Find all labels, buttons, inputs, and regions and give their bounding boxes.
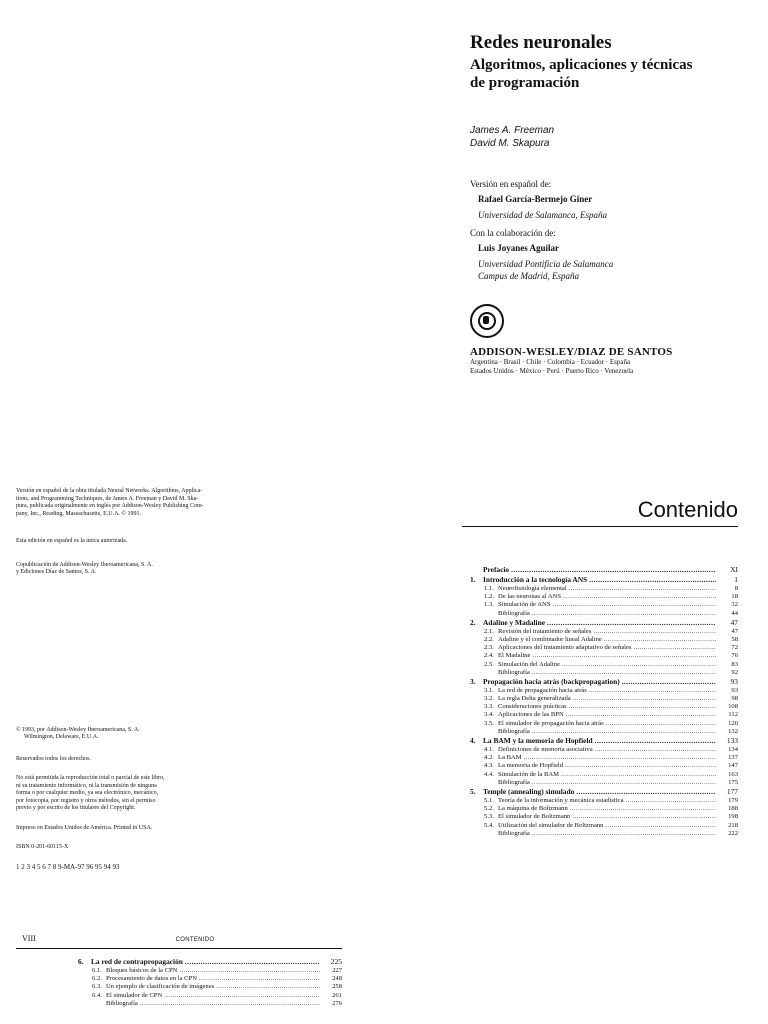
book-subtitle-line1: Algoritmos, aplicaciones y técnicas (470, 57, 693, 73)
original-title-line: pura, publicada originalmente en inglés por Addison-Wesley Publishing Com- (16, 503, 204, 509)
toc-chapter-entry (470, 618, 738, 628)
toc-entry-label: Bibliografía (498, 778, 530, 786)
toc-dot-leader (140, 1000, 320, 1008)
toc-entry-label: Bibliografía (498, 727, 530, 735)
toc-entry-number: 3.2. (484, 695, 494, 703)
toc-section-entry (470, 771, 738, 779)
toc-section-entry (470, 762, 738, 770)
toc-entry-label: La BAM y la memoria de Hopfield (483, 736, 593, 745)
toc-page-number: 120 (728, 719, 738, 727)
toc-page-number: 198 (728, 813, 738, 821)
toc-page-number: 72 (731, 644, 738, 652)
toc-entry-label: La memoria de Hopfield (498, 762, 563, 770)
toc-page-number: 137 (728, 754, 738, 762)
publisher-seal-icon (470, 304, 504, 338)
toc-section-entry (470, 720, 738, 728)
toc-dot-leader (199, 975, 320, 983)
toc-page-number: 225 (330, 957, 342, 966)
toc-page-number: 132 (728, 727, 738, 735)
prohibition-line: No está permitida la reproducción total o parcial de este libro, (16, 775, 165, 781)
toc-entry-number: 2.5. (484, 660, 494, 668)
toc-dot-leader (633, 644, 716, 652)
page-number: VIII (22, 934, 36, 943)
toc-page-number: 58 (731, 635, 738, 643)
toc-page-number: 163 (728, 770, 738, 778)
toc-dot-leader (547, 618, 716, 628)
toc-page-number: 93 (730, 676, 738, 686)
toc-entry-number: 4.4. (484, 770, 494, 778)
toc-page-number: 47 (730, 617, 738, 627)
toc-section-entry (470, 703, 738, 711)
toc-page-number: 47 (731, 627, 738, 635)
toc-entry-number: 2.2. (484, 635, 494, 643)
toc-section-entry (78, 975, 342, 983)
toc-dot-leader (604, 636, 716, 644)
printed-in: Impreso en Estados Unidos de América. Printed in USA. (16, 824, 153, 831)
prohibition-line: previo y por escrito de los titulares del Copyright. (16, 805, 136, 811)
toc-dot-leader (561, 771, 716, 779)
toc-section-entry (470, 593, 738, 601)
author-name: David M. Skapura (470, 138, 550, 149)
toc-page-number: 8 (734, 585, 738, 592)
authors (470, 124, 760, 150)
toc-page-number: XI (730, 565, 738, 574)
toc-dot-leader (179, 967, 320, 975)
original-title-line: pany, Inc., Reading, Massachusetts, E.U.A. © 1991. (16, 510, 141, 517)
toc-entry-number: 6.4. (92, 991, 102, 999)
contents-page-continued (16, 934, 342, 1024)
toc-entry-number: 4. (470, 736, 476, 745)
toc-entry-number: 4.1. (484, 746, 494, 753)
toc-entry-label: Revisión del tratamiento de señales (498, 627, 592, 635)
toc-page-number: 227 (332, 967, 342, 974)
toc-entry-label: Simulación del Adaline (498, 660, 560, 668)
toc-page-number: 98 (731, 695, 738, 703)
toc-entry-number: 1.3. (484, 601, 494, 609)
toc-entry-label: Bibliografía (106, 999, 138, 1007)
toc-page-number: 248 (332, 975, 342, 983)
toc-entry-label: De las neuronas al ANS (498, 593, 561, 601)
toc-page-number: 276 (332, 999, 342, 1007)
toc-page-number: 76 (731, 652, 738, 660)
collaborator-name: Luis Joyanes Aguilar (478, 243, 560, 253)
toc-page-number: 108 (728, 703, 738, 711)
toc-entry-label: Bloques básicos de la CPN (106, 967, 178, 974)
toc-entry-label: Teoría de la información y mecánica estadística (498, 796, 624, 804)
title-page (470, 32, 760, 376)
toc-entry-number: 2.1. (484, 627, 494, 635)
toc-page-number: 1 (734, 575, 738, 584)
toc-page-number: 112 (728, 711, 738, 719)
copublication-line: y Ediciones Díaz de Santos, S. A. (16, 569, 97, 575)
toc-section-entry (470, 652, 738, 660)
toc-entry-number: 6.1. (92, 967, 102, 974)
toc-dot-leader (532, 652, 716, 660)
toc-chapter-entry (470, 677, 738, 687)
translator-name: Rafael García-Bermejo Giner (478, 194, 593, 204)
toc-entry-label: Bibliografía (498, 668, 530, 676)
toc-section-entry (470, 695, 738, 703)
toc-entry-label: El simulador de Boltzmann (498, 813, 571, 821)
book-title: Redes neuronales (470, 32, 612, 53)
toc-entry-number: 1. (470, 575, 476, 584)
toc-page-number: 218 (728, 821, 738, 829)
toc-section-entry (470, 601, 738, 609)
toc-entry-label: El simulador de propagación hacia atrás (498, 719, 604, 727)
toc-entry-number: 3.3. (484, 703, 494, 711)
toc-section-entry (470, 805, 738, 813)
toc-entry-label: La máquina de Boltzmann (498, 805, 568, 813)
toc-page-number: 133 (726, 736, 738, 745)
toc-entry-number: 3.1. (484, 686, 494, 694)
toc-entry-label: Bibliografía (498, 829, 530, 837)
toc-entry-number: 6.2. (92, 975, 102, 983)
toc-entry-label: Prefacio (483, 565, 510, 574)
collaborator-affiliation-line1: Universidad Pontificia de Salamanca (478, 259, 614, 269)
toc-dot-leader (563, 593, 716, 601)
toc-dot-leader (595, 746, 716, 754)
copyright-line: © 1993, por Addison-Wesley Iberoamericana, S. A. (16, 726, 140, 733)
toc-section-entry (470, 661, 738, 669)
toc-page-number: 179 (728, 796, 738, 804)
toc-entry-label: Aplicaciones del tratamiento adaptativo de señales (498, 644, 632, 652)
toc-section-entry (470, 644, 738, 652)
toc-dot-leader (532, 830, 716, 838)
prohibition-line: forma o por cualquier medio, ya sea electrónico, mecánico, (16, 790, 159, 796)
toc-entry-label: Definiciones de memoria asociativa (498, 746, 593, 753)
toc-entry-number: 5.1. (484, 796, 494, 804)
toc-dot-leader (511, 565, 716, 575)
toc-section-entry (470, 754, 738, 762)
title-rule (462, 526, 738, 527)
copublication-line: Copublicación de Addison-Wesley Iberoamericana, S. A. (16, 561, 153, 568)
toc-entry-label: Propagación hacia atrás (backpropagation) (483, 676, 620, 686)
toc-entry-label: Utilización del simulador de Boltzmann (498, 821, 604, 829)
toc-entry-number: 2.4. (484, 652, 494, 660)
toc-entry-label: El Madaline (498, 652, 531, 660)
prohibition-line: por fotocopia, por registro y otros métodos, sin el permiso (16, 797, 156, 804)
toc-entry-label: Un ejemplo de clasificación de imágenes (106, 983, 215, 991)
collaborator-affiliation-line2: Campus de Madrid, España (478, 271, 579, 281)
toc-entry-number: 4.2. (484, 754, 494, 762)
toc-entry-label: Adaline y el combinador lineal Adaline (498, 635, 602, 643)
toc-section-entry (470, 830, 738, 838)
original-title-line: Versión en español de la obra titulada Neural Networks. Algorithms, Applica- (16, 488, 203, 494)
toc-dot-leader (626, 797, 717, 805)
author-name: James A. Freeman (470, 125, 555, 136)
toc-entry-label: Neurofisiología elemental (498, 585, 567, 592)
copyright-location: Wilmington, Delaware, E.U.A. (24, 734, 99, 740)
collab-label: Con la colaboración de: (470, 228, 556, 238)
toc-entry-label: Temple (annealing) simulado (483, 786, 575, 796)
toc-page-number: 175 (728, 778, 738, 786)
toc-entry-number: 1.1. (484, 585, 494, 592)
toc-chapter-entry (78, 957, 342, 967)
toc-page-number: 44 (731, 609, 738, 617)
toc-chapter-entry (470, 787, 738, 797)
toc-entry-number: 3. (470, 676, 476, 686)
toc-section-entry (470, 746, 738, 754)
toc-dot-leader (164, 992, 320, 1000)
toc-chapter-entry (470, 565, 738, 575)
countries-line2: Estados Unidos · México · Perú · Puerto Rico · Venezuela (470, 367, 634, 375)
printing-line: 1 2 3 4 5 6 7 8 9-MA-97 96 95 94 93 (16, 862, 120, 871)
running-header (16, 934, 342, 946)
toc-section-entry (470, 822, 738, 830)
toc-dot-leader (532, 779, 716, 787)
toc-dot-leader (566, 711, 716, 719)
toc-section-entry (470, 687, 738, 695)
toc-page-number: 134 (728, 746, 738, 753)
toc-page-number: 83 (731, 660, 738, 668)
toc-dot-leader (589, 575, 716, 585)
toc-entry-label: La regla Delta generalizada (498, 695, 571, 703)
toc-entry-number: 6.3. (92, 983, 102, 991)
toc-dot-leader (552, 601, 716, 609)
contents-title: Contenido (637, 497, 738, 522)
original-title-line: tions, and Programming Techniques, de James A. Freeman y David M. Ska- (16, 495, 199, 502)
header-rule (16, 948, 342, 949)
toc-dot-leader (562, 661, 716, 669)
toc-entry-label: Bibliografía (498, 609, 530, 617)
toc-dot-leader (595, 736, 716, 746)
translator-affiliation: Universidad de Salamanca, España (478, 210, 607, 220)
toc-entry-label: La red de propagación hacia atrás (498, 686, 587, 694)
toc-entry-number: 1.2. (484, 593, 494, 601)
publisher-name: ADDISON-WESLEY/DIAZ DE SANTOS (470, 346, 673, 358)
toc-dot-leader (605, 822, 716, 830)
toc-dot-leader (570, 805, 716, 813)
toc-section-entry (470, 636, 738, 644)
prohibition-line: ni su tratamiento informático, ni la transmisión de ninguna (16, 782, 157, 789)
toc-entry-number: 2.3. (484, 644, 494, 652)
toc-dot-leader (216, 983, 320, 991)
toc-page-number: 258 (332, 983, 342, 991)
toc-section-entry (470, 779, 738, 787)
table-of-contents-continued (16, 957, 342, 1008)
toc-dot-leader (622, 677, 716, 687)
toc-entry-label: Adaline y Madaline (483, 617, 546, 627)
toc-section-entry (78, 992, 342, 1000)
toc-section-entry (470, 813, 738, 821)
toc-dot-leader (532, 669, 716, 677)
toc-entry-label: Simulación de la BAM (498, 770, 559, 778)
toc-section-entry (470, 628, 738, 636)
toc-entry-label: La BAM (498, 754, 522, 762)
toc-page-number: 18 (731, 593, 738, 601)
isbn: ISBN 0-201-60115-X (16, 844, 69, 850)
toc-page-number: 93 (731, 686, 738, 694)
toc-section-entry (78, 967, 342, 975)
toc-dot-leader (565, 762, 716, 770)
authorized-edition-note: Esta edición en español es la única autorizada. (16, 538, 128, 544)
toc-dot-leader (593, 628, 716, 636)
toc-entry-number: 5.2. (484, 805, 494, 813)
toc-section-entry (470, 728, 738, 736)
toc-section-entry (470, 711, 738, 719)
toc-section-entry (78, 983, 342, 991)
toc-dot-leader (576, 787, 716, 797)
toc-entry-number: 5.4. (484, 821, 494, 829)
toc-dot-leader (606, 720, 716, 728)
countries-line1: Argentina · Brasil · Chile · Colombia · Ecuador · España (470, 358, 631, 366)
toc-page-number: 92 (731, 668, 738, 676)
toc-entry-number: 5. (470, 786, 476, 796)
toc-dot-leader (524, 754, 716, 762)
toc-section-entry (470, 797, 738, 805)
version-label: Versión en español de: (470, 179, 552, 189)
toc-dot-leader (569, 703, 716, 711)
toc-entry-number: 4.3. (484, 762, 494, 770)
toc-page-number: 188 (728, 805, 738, 813)
toc-section-entry (470, 585, 738, 593)
toc-dot-leader (569, 585, 716, 593)
table-of-contents (470, 565, 738, 838)
toc-entry-number: 5.3. (484, 813, 494, 821)
toc-entry-number: 3.5. (484, 719, 494, 727)
toc-entry-number: 6. (78, 957, 84, 966)
toc-page-number: 261 (332, 991, 342, 999)
toc-entry-label: Consideraciones prácticas (498, 703, 567, 711)
toc-page-number: 32 (731, 601, 738, 609)
toc-dot-leader (532, 610, 716, 618)
toc-dot-leader (589, 687, 716, 695)
toc-entry-label: El simulador de CPN (106, 991, 163, 999)
toc-page-number: 222 (728, 829, 738, 837)
toc-entry-label: Introducción a la tecnología ANS (483, 575, 588, 584)
contents-page (470, 496, 738, 838)
book-subtitle-line2: de programación (470, 75, 580, 91)
toc-page-number: 177 (726, 786, 738, 796)
copyright-page (16, 488, 256, 871)
toc-section-entry (78, 1000, 342, 1008)
toc-dot-leader (573, 695, 716, 703)
rights-reserved: Reservados todos los derechos. (16, 755, 91, 762)
toc-dot-leader (185, 957, 320, 967)
translation-credits (470, 178, 760, 282)
toc-entry-label: Aplicaciones de las BPN (498, 711, 564, 719)
toc-entry-number: 3.4. (484, 711, 494, 719)
toc-entry-label: Procesamiento de datos en la CPN (106, 975, 198, 983)
running-header-title: CONTENIDO (175, 937, 215, 943)
toc-dot-leader (572, 813, 716, 821)
toc-page-number: 147 (728, 762, 738, 770)
toc-entry-label: La red de contrapropagación (91, 957, 183, 966)
toc-chapter-entry (470, 736, 738, 746)
toc-entry-number: 2. (470, 617, 476, 627)
toc-section-entry (470, 669, 738, 677)
toc-chapter-entry (470, 575, 738, 585)
toc-entry-label: Simulación de ANS (498, 601, 551, 609)
toc-dot-leader (532, 728, 716, 736)
toc-section-entry (470, 610, 738, 618)
